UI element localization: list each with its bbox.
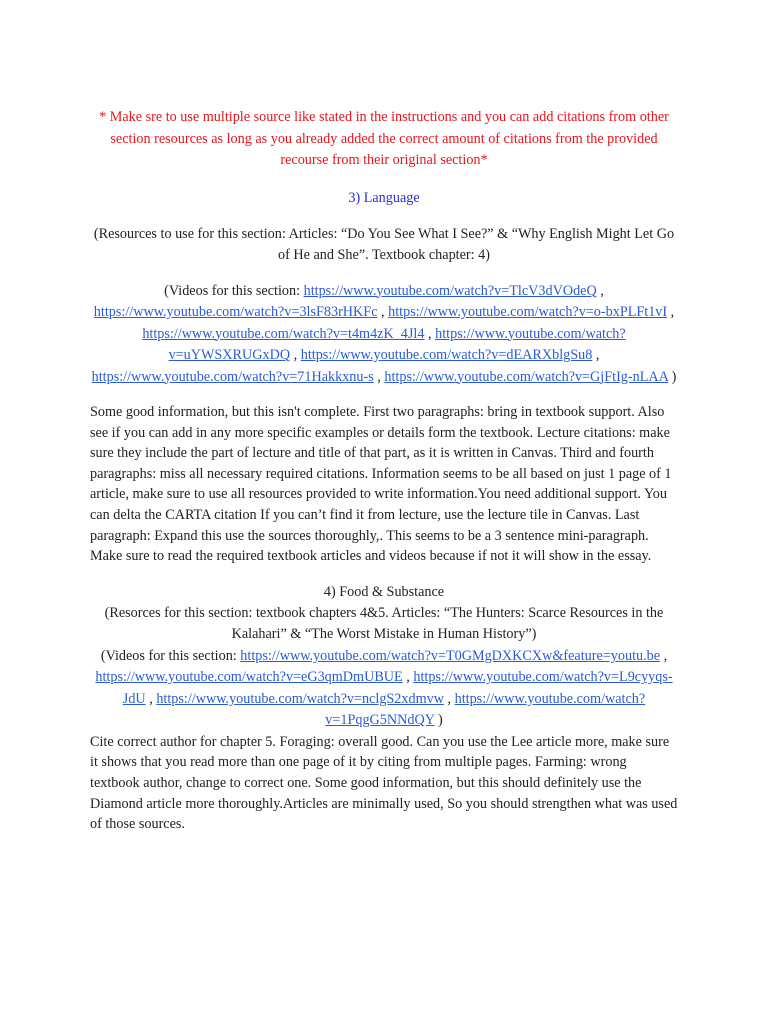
video-link[interactable]: https://www.youtube.com/watch?v=o-bxPLFt1vI	[388, 304, 668, 320]
video-link[interactable]: https://www.youtube.com/watch?v=TlcV3dVOdeQ	[303, 282, 597, 299]
food-resources: (Resorces for this section: textbook chapters 4&5. Articles: “The Hunters: Scarce Resources in the Kalahari” & “The Worst Mistake in Human History”)	[104, 604, 664, 643]
language-videos-suffix: )	[668, 368, 677, 385]
language-videos-prefix: (Videos for this section:	[164, 282, 304, 299]
food-videos-prefix: (Videos for this section:	[100, 647, 241, 664]
video-link[interactable]: https://www.youtube.com/watch?v=1PqgG5NNdQY	[325, 690, 646, 729]
citation-notice: * Make sre to use multiple source like stated in the instructions and you can add citations from other section resources as long as you already added the correct amount of citations from the provided recourse from their original section*	[99, 109, 669, 168]
video-link[interactable]: https://www.youtube.com/watch?v=t4m4zK_4Jl4	[142, 325, 425, 342]
video-link[interactable]: https://www.youtube.com/watch?v=dEARXblgSu8	[300, 347, 593, 363]
food-feedback: Cite correct author for chapter 5. Foraging: overall good. Can you use the Lee article more, make sure it shows that you read more than one page of it by citing from multiple pages. Farming: wrong textbook author, change to correct one. Some good information, but this should definitely use the Diamond article more thoroughly.Articles are minimally used, So you should strengthen what was used of those sources.	[90, 733, 678, 833]
video-link[interactable]: https://www.youtube.com/watch?v=3lsF83rHKFc	[93, 304, 378, 320]
language-resources: (Resources to use for this section: Articles: “Do You See What I See?” & “Why English Might Let Go of He and She”. Textbook chapter: 4)	[93, 225, 675, 263]
food-section-heading: 4) Food & Substance	[323, 583, 445, 600]
video-link[interactable]: https://www.youtube.com/watch?v=uYWSXRUGxDQ	[168, 325, 626, 363]
food-videos: (Videos for this section: https://www.youtube.com/watch?v=T0GMgDXKCXw&feature=youtu.be , https://www.youtube.com/watch?v=eG3qmDmUBUE , https://www.youtube.com/watch?v=L9cyyqs-JdU , https://www.youtube.com/watch?v=nclgS2xdmvw , https://www.youtube.com/watch?v=1PqgG5NNdQY )	[95, 647, 673, 729]
video-link[interactable]: https://www.youtube.com/watch?v=71Hakkxnu-s	[91, 368, 374, 385]
language-videos: (Videos for this section: https://www.youtube.com/watch?v=TlcV3dVOdeQ , https://www.youtube.com/watch?v=3lsF83rHKFc , https://www.youtube.com/watch?v=o-bxPLFt1vI , https://www.youtube.com/watch?v=t4m4zK_4Jl4 , https://www.youtube.com/watch?v=uYWSXRUGxDQ , https://www.youtube.com/watch?v=dEARXblgSu8 , https://www.youtube.com/watch?v=71Hakkxnu-s , https://www.youtube.com/watch?v=GjFtIg-nLAA )	[91, 282, 677, 385]
video-link[interactable]: https://www.youtube.com/watch?v=GjFtIg-nLAA	[384, 368, 669, 385]
video-link[interactable]: https://www.youtube.com/watch?v=nclgS2xdmvw	[156, 690, 444, 707]
language-feedback: Some good information, but this isn't complete. First two paragraphs: bring in textbook support. Also see if you can add in any more specific examples or details form the textbook. Lecture citations: make sure they include the part of lecture and title of that part, as it is written in Canvas. Third and fourth paragraphs: miss all necessary required citations. Information seems to be all based on just 1 page of 1 article, make sure to use all resources provided to write information.You need additional support. You can delta the CARTA citation If you can’t find it from lecture, use the lecture tile in Canvas. Last paragraph: Expand this use the sources thoroughly,. This seems to be a 3 sentence mini-paragraph. Make sure to read the required textbook articles and videos because if not it will show in the essay.	[90, 404, 672, 565]
video-link[interactable]: https://www.youtube.com/watch?v=L9cyyqs-JdU	[122, 669, 673, 707]
video-link[interactable]: https://www.youtube.com/watch?v=eG3qmDmUBUE	[95, 669, 403, 686]
food-videos-suffix: )	[434, 712, 443, 729]
language-section-heading: 3) Language	[348, 189, 420, 206]
video-link[interactable]: https://www.youtube.com/watch?v=T0GMgDXKCXw&feature=youtu.be	[240, 647, 661, 664]
